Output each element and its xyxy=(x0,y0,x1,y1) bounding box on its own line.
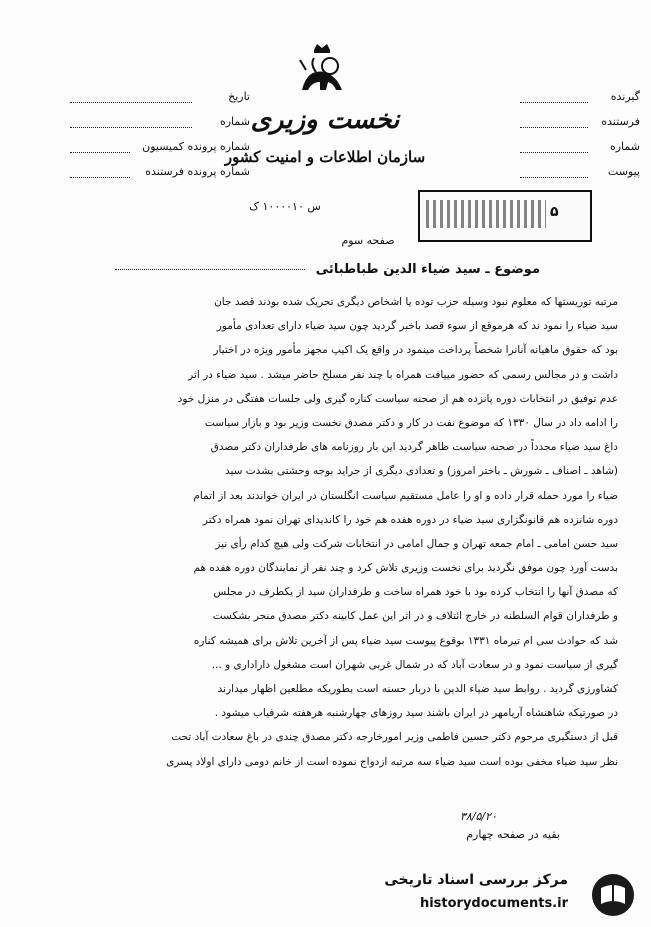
reference-code: س ۱۰۰۰۰۱۰ ک xyxy=(249,200,321,213)
page-label: صفحه سوم xyxy=(341,234,395,247)
watermark-url: historydocuments.ir xyxy=(419,896,568,911)
meta-line xyxy=(520,177,588,178)
continued-note: بقیه در صفحه چهارم xyxy=(466,828,560,841)
meta-line xyxy=(70,177,130,178)
meta-label: فرستنده xyxy=(601,115,640,128)
body-line: بود که حقوق ماهیانه آنانرا شخصاً پرداخت مینمود در واقع یک اکیپ مجهز مأمور ویژه در اختیار xyxy=(213,344,618,357)
meta-line xyxy=(70,152,130,153)
meta-row xyxy=(520,163,640,188)
subject-text: سید ضیاء الدین طباطبائی xyxy=(315,262,481,277)
handwritten-note: ۳۸/۵/۲۰ xyxy=(460,810,497,823)
body-line: مرتبه توریستها که معلوم نبود وسیله حزب توده یا اشخاص دیگری تحریک شده بودند قصد جان xyxy=(214,296,618,308)
meta-label: پیوست xyxy=(607,165,640,178)
body-line: دوره شانزده هم قانونگزاری سید ضیاء در دوره هفده هم خود را کاندیدای تهران نمود همراه دکتر xyxy=(202,513,618,526)
meta-row xyxy=(70,163,250,188)
body-line: سید حسن امامی ـ امام جمعه تهران و جمال امامی در انتخابات شرکت ولی هیچ کدام رأی نیز xyxy=(215,537,618,550)
meta-line xyxy=(520,152,588,153)
meta-label: تاریخ xyxy=(228,90,250,103)
header-meta-right xyxy=(520,88,640,188)
body-line: (شاهد ـ اصناف ـ شورش ـ باختر امروز) و تعدادی دیگری از جراید بوجه وحشتی بشدت سید xyxy=(224,465,618,478)
body-line: که مصدق آنها را انتخاب کرده بود با خود همراه ساخت و طرفداران سید از یکطرف در مجلس xyxy=(213,586,618,599)
header-meta-left xyxy=(70,88,250,188)
body-line: را ادامه داد در سال ۱۳۳۰ که موضوع نفت در کار و دکتر مصدق نخست وزیر بود و بازار سیاست xyxy=(204,416,618,429)
stamp-number: ۵ xyxy=(550,204,559,220)
body-line: داشت و در مجالس رسمی که حضور مییافت همراه با چند نفر مسلح حاضر میشد . سید ضیاء در اثر xyxy=(188,368,618,381)
body-line: و طرفداران قوام السلطنه در خارج ائتلاف و در اثر این عمل کابینه دکتر مصدق منجر بشکست xyxy=(212,610,618,623)
subject-underline xyxy=(115,269,305,270)
body-line: بدست آورد چون موفق نگردید برای نخست وزیری تلاش کرد و چند نفر از نمایندگان دوره هفده هم xyxy=(193,562,618,575)
meta-label: شماره پرونده فرستنده xyxy=(145,165,250,178)
lion-and-sun-emblem-icon xyxy=(292,40,352,100)
meta-row xyxy=(520,113,640,138)
meta-label: شماره پرونده کمیسیون xyxy=(142,140,250,153)
body-line: در صورتیکه شاهنشاه آریامهر در ایران باشند سید روزهای چهارشنبه هرهفته شرفیاب میشود . xyxy=(214,707,618,720)
letter-body xyxy=(58,290,618,774)
meta-label: گیرنده xyxy=(610,90,640,103)
watermark xyxy=(368,872,640,918)
body-line: قبل از دستگیری مرحوم دکتر حسین فاطمی وزیر امورخارجه دکتر مصدق چندی در باغ سعادت آباد تحت xyxy=(171,731,618,744)
body-line: کشاورزی گردید . روابط سید ضیاء الدین با دربار حسنه است بطوریکه مطلعین اظهار میدارند xyxy=(217,683,618,695)
body-line: داغ سید ضیاء مجدداً در صحنه سیاست ظاهر گردید این بار روزنامه های طرفداران دکتر مصدق xyxy=(210,441,618,454)
subject-label: موضوع xyxy=(494,262,540,277)
meta-line xyxy=(70,127,192,128)
body-line: ضیاء را مورد حمله قرار داده و او را عامل مستقیم سیاست انگلستان در ایران خواندند بعد از اتمام xyxy=(193,489,618,502)
watermark-logo-icon xyxy=(590,872,636,918)
watermark-title: مرکز بررسی اسناد تاریخی xyxy=(384,872,568,888)
subject-line: موضوع ـ سید ضیاء الدین طباطبائی xyxy=(160,262,540,277)
meta-line xyxy=(520,127,588,128)
meta-label: شماره xyxy=(609,140,640,153)
body-line: نظر سید ضیاء مخفی بوده است سید ضیاء سه مرتبه ازدواج نموده است از خانم دومی دارای اولاد پسری xyxy=(166,755,618,768)
registration-stamp xyxy=(418,190,592,242)
meta-line xyxy=(70,102,192,103)
meta-row xyxy=(520,138,640,163)
body-line: سید ضیاء را نمود ند که هرموقع از سوء قصد باخبر گردید چون سید ضیاء دارای تعدادی مأمور xyxy=(216,320,618,333)
meta-row xyxy=(520,88,640,113)
org-subtitle: سازمان اطلاعات و امنیت کشور xyxy=(224,148,426,166)
org-title: نخست وزیری xyxy=(250,105,400,135)
meta-line xyxy=(520,102,588,103)
body-line: عدم توفیق در انتخابات دوره پانزده هم از صحنه سیاست کناره گیری ولی جلسات هفتگی در منزل خود xyxy=(177,392,618,405)
body-line: شد که حوادث سی ام تیرماه ۱۳۳۱ بوقوع پیوست سید ضیاء پس از آخرین تلاش برای همیشه کناره xyxy=(193,634,618,647)
body-line: گیری از سیاست نمود و در سعادت آباد که در شمال غربی شهران است مشغول داراداری و ... xyxy=(211,658,618,671)
meta-label: شماره xyxy=(219,115,250,128)
